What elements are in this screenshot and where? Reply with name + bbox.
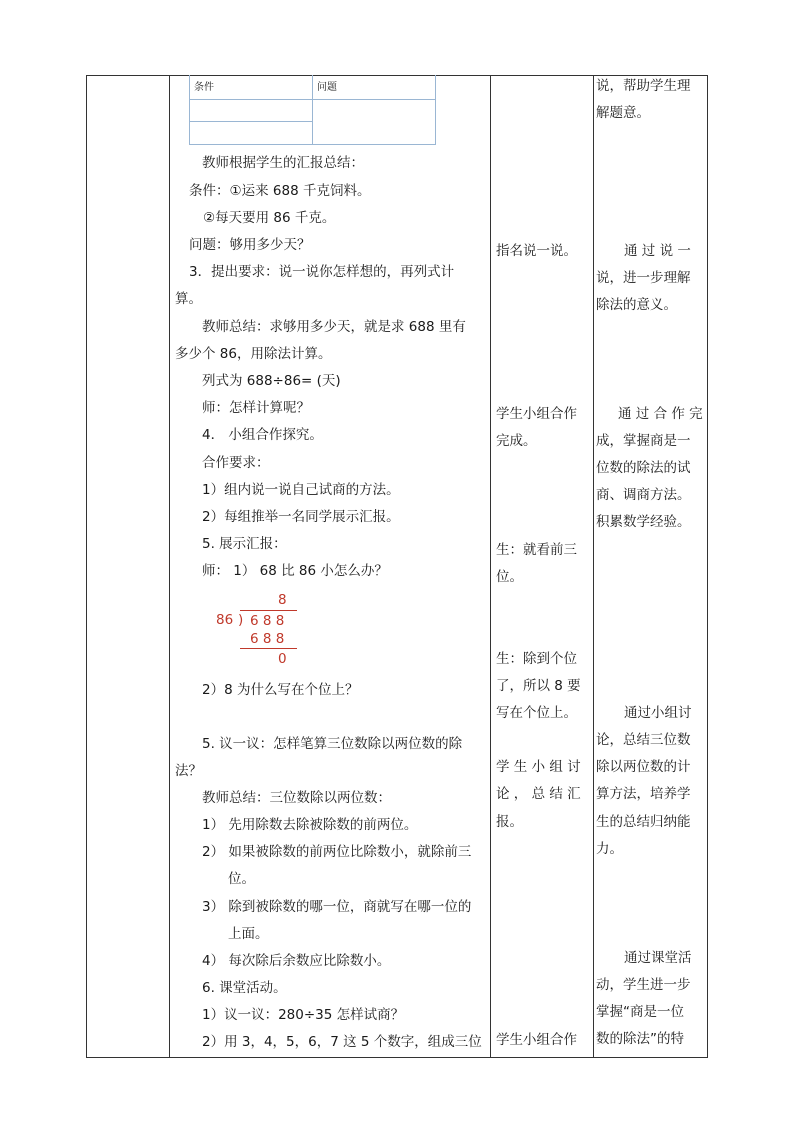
student-line: 位。 (496, 569, 523, 585)
intent-line: 掌握“商是一位 (596, 1004, 684, 1020)
student-line: 报。 (496, 814, 523, 830)
column-divider (169, 76, 170, 1057)
intent-line: 力。 (596, 841, 623, 857)
division-quotient: 8 (278, 592, 287, 608)
process-line: 1） 先用除数去除被除数的前两位。 (202, 817, 418, 833)
student-line: 学生小组合作 (496, 1032, 577, 1048)
process-line: 3） 除到被除数的哪一位，商就写在哪一位的 (202, 899, 472, 915)
process-line: 法？ (175, 763, 202, 779)
division-expression: 列式为 688÷86= (天) (202, 373, 341, 389)
intent-line: 通 过 说 一 (624, 243, 691, 259)
process-line: 2）每组推举一名同学展示汇报。 (202, 509, 400, 525)
intent-line: 积累数学经验。 (596, 514, 691, 530)
student-line: 了，所以 8 要 (496, 678, 581, 694)
process-line: 师：怎样计算呢？ (202, 400, 310, 416)
process-line: 5. 议一议：怎样笔算三位数除以两位数的除 (202, 736, 463, 752)
intent-line: 除以两位数的计 (596, 759, 691, 775)
process-line: 3．提出要求：说一说你怎样想的，再列式计 (189, 264, 455, 280)
student-line: 写在个位上。 (496, 705, 577, 721)
process-line: 条件：①运来 688 千克饲料。 (189, 183, 371, 199)
division-divisor: 86 (216, 612, 234, 628)
process-line: 4） 每次除后余数应比除数小。 (202, 953, 391, 969)
process-line: 6. 课堂活动。 (202, 980, 287, 996)
intent-line: 通过小组讨 (624, 705, 692, 721)
intent-line: 通过课堂活 (624, 950, 692, 966)
process-line: 1）议一议：280÷35 怎样试商？ (202, 1007, 405, 1023)
intent-line: 解题意。 (596, 105, 650, 121)
process-line: 上面。 (228, 926, 269, 942)
intent-line: 商、调商方法。 (596, 487, 691, 503)
process-line: 问题：够用多少天？ (189, 237, 311, 253)
student-line: 学生小组合作 (496, 406, 577, 422)
process-line: 1）组内说一说自己试商的方法。 (202, 482, 400, 498)
process-line: 5. 展示汇报： (202, 536, 287, 552)
process-line: 多少个 86，用除法计算。 (175, 346, 332, 362)
column-divider (593, 76, 594, 1057)
student-line: 生：除到个位 (496, 651, 577, 667)
intent-line: 位数的除法的试 (596, 460, 691, 476)
student-line: 论 ， 总 结 汇 (496, 786, 581, 802)
intent-line: 通 过 合 作 完 (618, 406, 703, 422)
student-line: 完成。 (496, 433, 537, 449)
process-line: ②每天要用 86 千克。 (203, 210, 336, 226)
process-line: 2） 如果被除数的前两位比除数小，就除前三 (202, 844, 472, 860)
process-line: 教师根据学生的汇报总结： (202, 155, 364, 171)
condition-header: 条件 (194, 82, 214, 93)
column-divider (490, 76, 491, 1057)
process-line: 4． 小组合作探究。 (202, 427, 323, 443)
process-line: 2）8 为什么写在个位上？ (202, 682, 359, 698)
process-line: 师： 1） 68 比 86 小怎么办？ (202, 563, 388, 579)
student-line: 生：就看前三 (496, 542, 577, 558)
process-line: 教师总结：求够用多少天，就是求 688 里有 (202, 319, 466, 335)
process-line: 算。 (175, 291, 202, 307)
process-line: 教师总结：三位数除以两位数： (202, 790, 391, 806)
question-header: 问题 (317, 82, 337, 93)
intent-line: 说，帮助学生理 (596, 78, 691, 94)
process-line: 位。 (228, 871, 255, 887)
process-line: 合作要求： (202, 455, 270, 471)
intent-line: 生的总结归纳能 (596, 814, 691, 830)
intent-line: 论，总结三位数 (596, 732, 691, 748)
division-bracket: ) (238, 612, 244, 628)
intent-line: 动，学生进一步 (596, 977, 691, 993)
division-dividend: 6 8 8 (250, 613, 285, 629)
student-line: 指名说一说。 (496, 243, 577, 259)
intent-line: 数的除法”的特 (596, 1031, 684, 1047)
intent-line: 说，进一步理解 (596, 270, 691, 286)
condition-question-table (189, 75, 436, 145)
intent-line: 算方法，培养学 (596, 786, 691, 802)
intent-line: 除法的意义。 (596, 297, 677, 313)
division-product: 6 8 8 (250, 631, 285, 647)
division-remainder: 0 (278, 651, 287, 667)
student-line: 学 生 小 组 讨 (496, 759, 581, 775)
process-line: 2）用 3，4，5，6，7 这 5 个数字，组成三位 (202, 1034, 482, 1050)
intent-line: 成，掌握商是一 (596, 433, 691, 449)
